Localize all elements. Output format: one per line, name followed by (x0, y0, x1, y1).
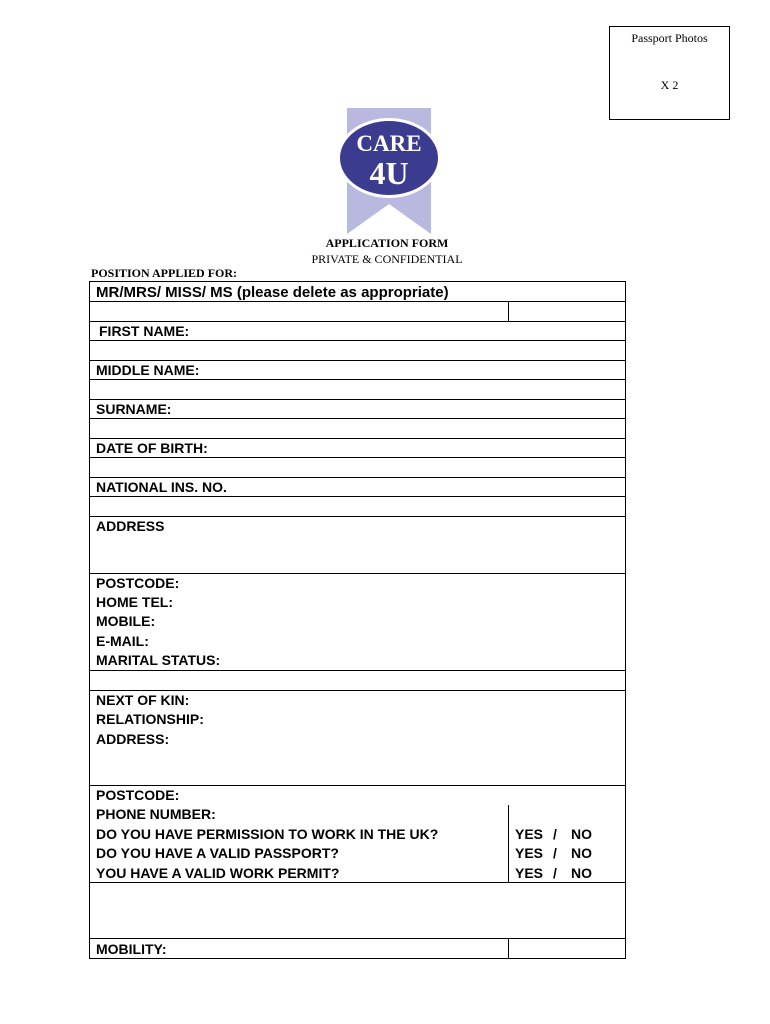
work-permit-answer[interactable] (515, 865, 592, 881)
home-tel-label: HOME TEL: (96, 594, 173, 610)
marital-status-label: MARITAL STATUS: (96, 652, 221, 668)
application-form-table (89, 281, 626, 959)
yes-option[interactable]: YES (515, 845, 544, 861)
no-option[interactable]: NO (571, 826, 592, 842)
valid-passport-question: DO YOU HAVE A VALID PASSPORT? (96, 845, 339, 861)
no-option[interactable]: NO (571, 845, 592, 861)
passport-photo-count: X 2 (660, 78, 679, 92)
form-subtitle: PRIVATE & CONFIDENTIAL (311, 252, 463, 266)
care4u-logo-graphic (333, 108, 445, 234)
work-permission-question: DO YOU HAVE PERMISSION TO WORK IN THE UK? (96, 826, 439, 842)
option-separator: / (553, 826, 557, 842)
first-name-label: FIRST NAME: (99, 323, 190, 339)
email-label: E-MAIL: (96, 633, 149, 649)
passport-photo-box (609, 26, 730, 120)
mobile-label: MOBILE: (96, 613, 156, 629)
relationship-label: RELATIONSHIP: (96, 711, 204, 727)
title-selection-label: MR/MRS/ MISS/ MS (please delete as appropriate) (96, 284, 449, 301)
work-permission-answer[interactable] (515, 826, 592, 842)
phone-number-label: PHONE NUMBER: (96, 806, 216, 822)
yes-option[interactable]: YES (515, 865, 544, 881)
mobility-label: MOBILITY: (96, 941, 167, 957)
option-separator: / (553, 865, 557, 881)
form-title: APPLICATION FORM (325, 236, 449, 250)
logo-text-care: CARE (356, 131, 422, 156)
work-permit-question: YOU HAVE A VALID WORK PERMIT? (96, 865, 340, 881)
logo-text-4u: 4U (369, 155, 409, 191)
national-insurance-label: NATIONAL INS. NO. (96, 479, 227, 495)
care4u-logo (333, 108, 445, 234)
middle-name-label: MIDDLE NAME: (96, 362, 200, 378)
position-applied-label: POSITION APPLIED FOR: (91, 266, 238, 280)
date-of-birth-label: DATE OF BIRTH: (96, 440, 208, 456)
option-separator: / (553, 845, 557, 861)
address-label: ADDRESS (96, 518, 165, 534)
valid-passport-answer[interactable] (515, 845, 592, 861)
no-option[interactable]: NO (571, 865, 592, 881)
next-of-kin-label: NEXT OF KIN: (96, 692, 190, 708)
passport-photo-label: Passport Photos (631, 31, 708, 45)
kin-postcode-label: POSTCODE: (96, 787, 180, 803)
surname-label: SURNAME: (96, 401, 172, 417)
postcode-label: POSTCODE: (96, 575, 180, 591)
kin-address-label: ADDRESS: (96, 731, 170, 747)
yes-option[interactable]: YES (515, 826, 544, 842)
